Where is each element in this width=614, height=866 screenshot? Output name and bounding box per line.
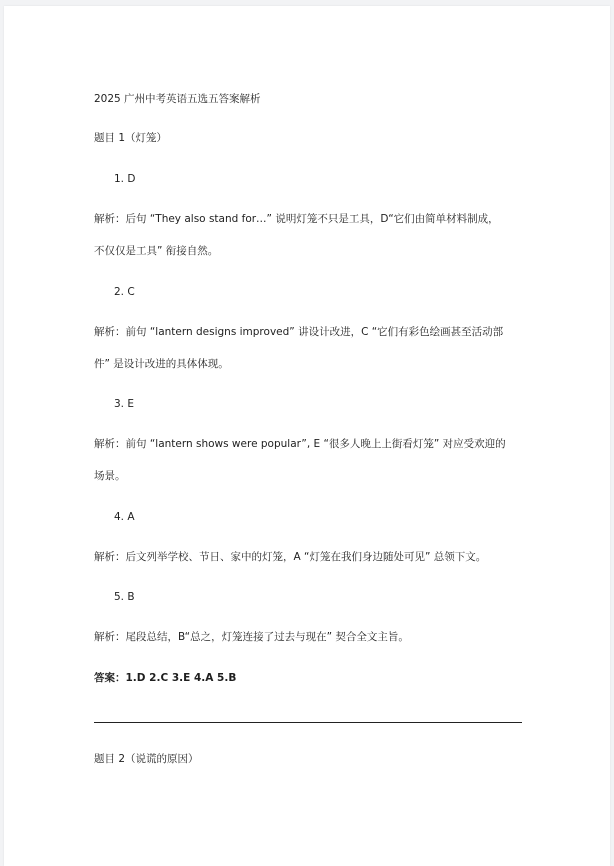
answer-item-1-analysis-line-1: 解析：后句 “They also stand for…” 说明灯笼不只是工具，D“它们由简单材料制成， [94, 213, 499, 225]
answer-item-1-analysis-line-2: 不仅仅是工具” 衔接自然。 [94, 245, 219, 257]
document-title: 2025 广州中考英语五选五答案解析 [94, 93, 261, 105]
answer-item-3-number: 3. E [114, 398, 134, 410]
answer-item-2-number: 2. C [114, 286, 135, 298]
answer-key-summary: 答案：1.D 2.C 3.E 4.A 5.B [94, 672, 237, 684]
answer-item-2-analysis-line-2: 件” 是设计改进的具体体现。 [94, 358, 229, 370]
answer-item-3-analysis-line-1: 解析：前句 “lantern shows were popular”, E “很多人晚上上街看灯笼” 对应受欢迎的 [94, 438, 506, 450]
answer-item-4-analysis-line-1: 解析：后文列举学校、节日、家中的灯笼，A “灯笼在我们身边随处可见” 总领下文。 [94, 551, 487, 563]
answer-item-5-analysis-line-1: 解析：尾段总结，B“总之，灯笼连接了过去与现在” 契合全文主旨。 [94, 631, 409, 643]
question-2-heading: 题目 2（说谎的原因） [94, 753, 199, 765]
answer-item-2-analysis-line-1: 解析：前句 “lantern designs improved” 讲设计改进，C “它们有彩色绘画甚至活动部 [94, 326, 504, 338]
answer-item-1-number: 1. D [114, 173, 136, 185]
answer-item-5-number: 5. B [114, 591, 135, 603]
answer-item-4-number: 4. A [114, 511, 135, 523]
question-1-heading: 题目 1（灯笼） [94, 132, 168, 144]
document-page [4, 6, 610, 866]
answer-item-3-analysis-line-2: 场景。 [94, 470, 126, 482]
section-divider [94, 722, 522, 723]
